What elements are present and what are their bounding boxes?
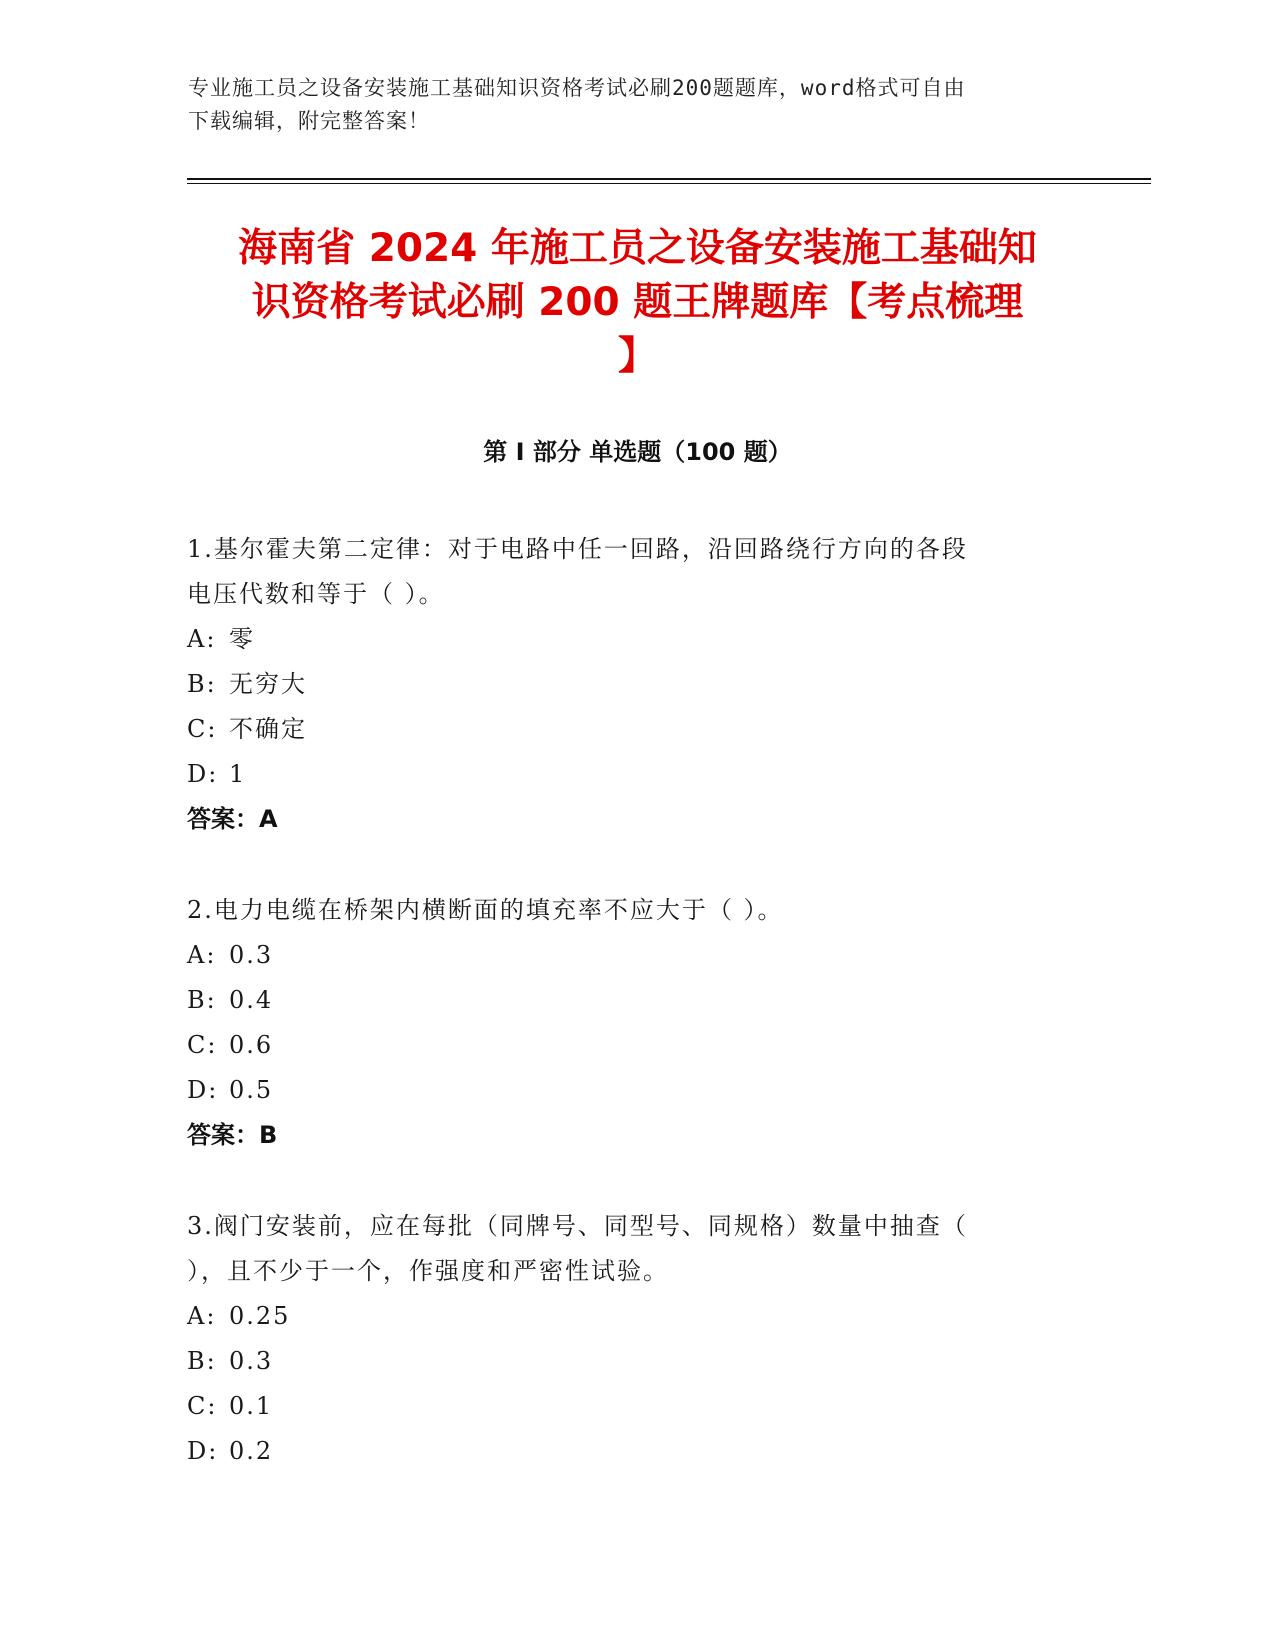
document-title-line-3: 】 bbox=[617, 334, 657, 379]
option-text: 不确定 bbox=[229, 715, 307, 743]
answer-line: 答案：A bbox=[187, 805, 278, 833]
document-title bbox=[170, 222, 1105, 384]
option-a bbox=[187, 1294, 1067, 1339]
header-divider-thin bbox=[187, 183, 1151, 184]
question-2 bbox=[187, 888, 1067, 1158]
option-c bbox=[187, 707, 1067, 752]
option-text: 1 bbox=[229, 760, 247, 788]
option-letter: C: bbox=[187, 715, 218, 743]
option-letter: B: bbox=[187, 986, 217, 1014]
option-letter: D: bbox=[187, 1437, 219, 1465]
option-letter: D: bbox=[187, 1076, 219, 1104]
document-title-line-1: 海南省 2024 年施工员之设备安装施工基础知 bbox=[238, 226, 1037, 271]
option-letter: A: bbox=[187, 625, 217, 653]
question-stem-line: 2.电力电缆在桥架内横断面的填充率不应大于（ ）。 bbox=[187, 896, 784, 924]
question-stem-line: 3.阀门安装前，应在每批（同牌号、同型号、同规格）数量中抽查（ bbox=[187, 1212, 968, 1240]
question-stem bbox=[187, 1204, 1067, 1294]
option-a bbox=[187, 617, 1067, 662]
option-letter: A: bbox=[187, 941, 217, 969]
document-title-line-2: 识资格考试必刷 200 题王牌题库【考点梳理 bbox=[251, 280, 1024, 325]
option-text: 0.5 bbox=[229, 1076, 274, 1104]
option-letter: C: bbox=[187, 1031, 218, 1059]
option-text: 0.3 bbox=[229, 1347, 274, 1375]
option-text: 无穷大 bbox=[229, 670, 307, 698]
option-text: 零 bbox=[229, 625, 255, 653]
option-c bbox=[187, 1384, 1067, 1429]
answer-line: 答案：B bbox=[187, 1121, 278, 1149]
option-d bbox=[187, 752, 1067, 797]
option-b bbox=[187, 662, 1067, 707]
option-text: 0.4 bbox=[229, 986, 274, 1014]
option-letter: B: bbox=[187, 1347, 217, 1375]
option-d bbox=[187, 1068, 1067, 1113]
option-a bbox=[187, 933, 1067, 978]
question-stem-line: 电压代数和等于（ ）。 bbox=[187, 580, 445, 608]
option-letter: A: bbox=[187, 1302, 217, 1330]
option-text: 0.2 bbox=[229, 1437, 274, 1465]
document-header-note bbox=[188, 72, 1088, 138]
question-stem-line: 1.基尔霍夫第二定律：对于电路中任一回路，沿回路绕行方向的各段 bbox=[187, 535, 968, 563]
option-text: 0.3 bbox=[229, 941, 274, 969]
option-d bbox=[187, 1429, 1067, 1474]
question-list bbox=[187, 527, 1067, 1520]
header-divider-thick bbox=[187, 178, 1151, 180]
option-letter: D: bbox=[187, 760, 219, 788]
section-title: 第 I 部分 单选题（100 题） bbox=[483, 438, 792, 466]
option-text: 0.25 bbox=[229, 1302, 291, 1330]
question-stem bbox=[187, 527, 1067, 617]
option-letter: C: bbox=[187, 1392, 218, 1420]
option-text: 0.1 bbox=[229, 1392, 274, 1420]
header-note-line-1: 专业施工员之设备安装施工基础知识资格考试必刷200题题库，word格式可自由 bbox=[188, 76, 966, 100]
question-stem-line: ），且不少于一个，作强度和严密性试验。 bbox=[187, 1257, 669, 1285]
option-text: 0.6 bbox=[229, 1031, 274, 1059]
header-note-line-2: 下载编辑，附完整答案！ bbox=[188, 109, 430, 133]
question-3 bbox=[187, 1204, 1067, 1474]
option-b bbox=[187, 978, 1067, 1023]
question-stem bbox=[187, 888, 1067, 933]
question-1 bbox=[187, 527, 1067, 842]
option-b bbox=[187, 1339, 1067, 1384]
option-c bbox=[187, 1023, 1067, 1068]
option-letter: B: bbox=[187, 670, 217, 698]
